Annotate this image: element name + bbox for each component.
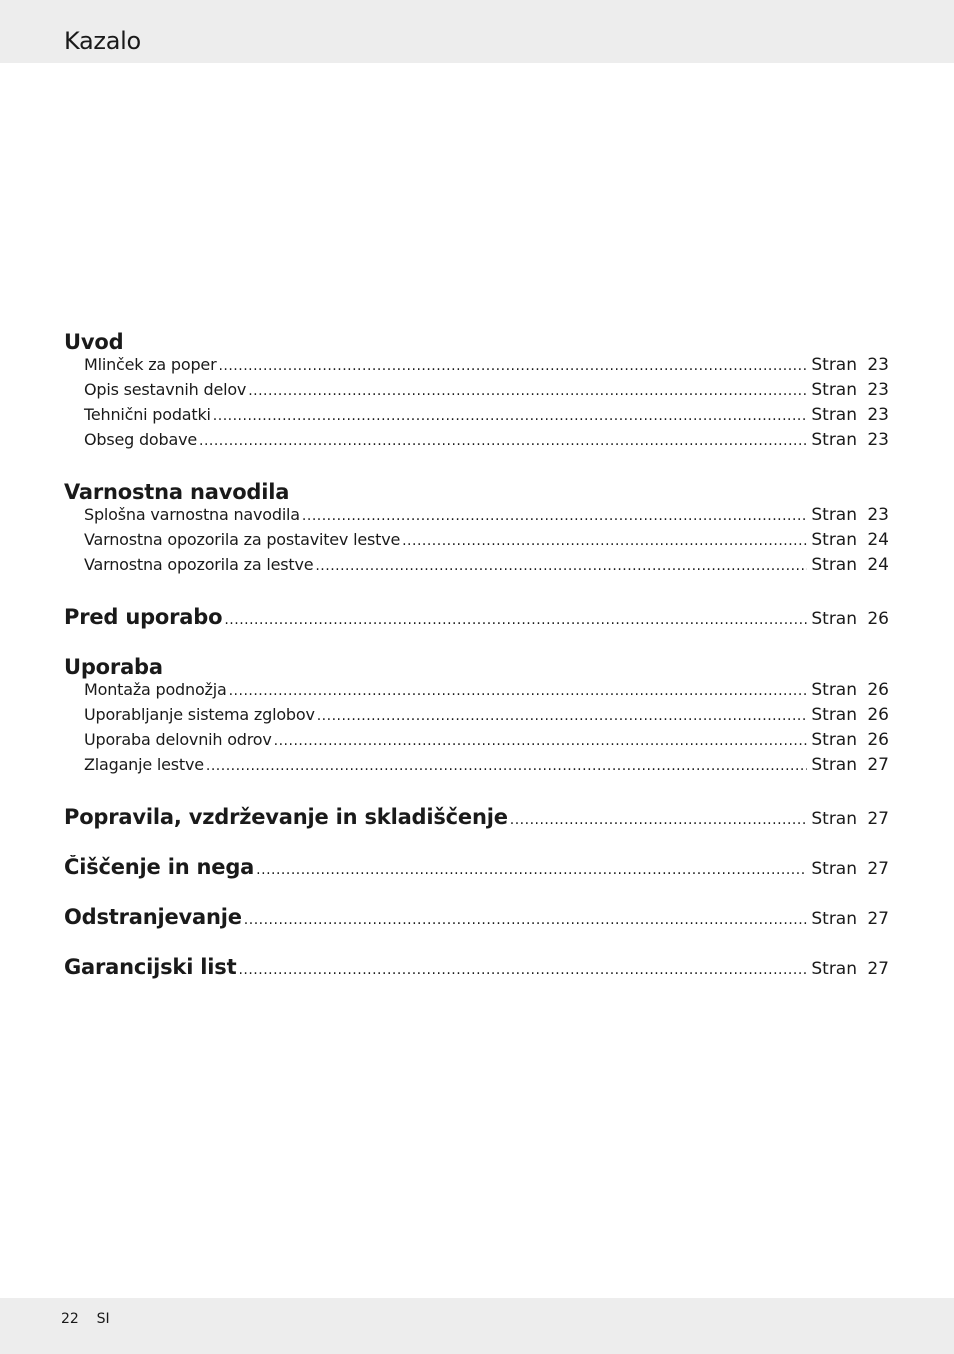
- toc-heading[interactable]: [64, 905, 889, 930]
- dot-leader: [402, 533, 807, 549]
- toc-heading[interactable]: [64, 805, 889, 830]
- toc-entry-title: Uporaba delovnih odrov: [84, 730, 272, 749]
- dot-leader: [229, 683, 808, 699]
- toc-page-ref: [811, 859, 889, 879]
- page-label: Stran: [811, 680, 857, 700]
- toc-heading[interactable]: [64, 855, 889, 880]
- toc-page-ref: [811, 430, 889, 450]
- page-label: Stran: [811, 730, 857, 750]
- toc-entry[interactable]: [64, 530, 889, 555]
- toc-entry[interactable]: [64, 680, 889, 705]
- toc-page-ref: [811, 505, 889, 525]
- toc-entry[interactable]: [64, 730, 889, 755]
- page-number: 23: [867, 505, 889, 525]
- page-title: Kazalo: [64, 27, 141, 55]
- page-label: Stran: [811, 859, 857, 879]
- toc-page-ref: [811, 680, 889, 700]
- footer-page-number: 22: [61, 1311, 79, 1327]
- header-bar: [0, 0, 954, 63]
- toc-page-ref: [811, 730, 889, 750]
- page-label: Stran: [811, 755, 857, 775]
- page-number: 24: [867, 555, 889, 575]
- dot-leader: [317, 708, 808, 724]
- dot-leader: [510, 812, 808, 828]
- footer: [61, 1310, 110, 1328]
- toc-heading[interactable]: [64, 605, 889, 630]
- toc-entry[interactable]: [64, 355, 889, 380]
- dot-leader: [302, 508, 807, 524]
- toc-entry[interactable]: [64, 430, 889, 455]
- toc-heading[interactable]: [64, 330, 889, 355]
- page-label: Stran: [811, 809, 857, 829]
- toc-heading-title: Odstranjevanje: [64, 905, 242, 929]
- toc-page-ref: [811, 555, 889, 575]
- toc-heading[interactable]: [64, 955, 889, 980]
- page-label: Stran: [811, 555, 857, 575]
- dot-leader: [238, 962, 807, 978]
- toc-entry-title: Splošna varnostna navodila: [84, 505, 300, 524]
- toc-heading-title: Uporaba: [64, 655, 163, 679]
- page-label: Stran: [811, 705, 857, 725]
- page-number: 26: [867, 730, 889, 750]
- toc-section: [64, 330, 889, 455]
- toc-heading-title: Varnostna navodila: [64, 480, 290, 504]
- page-number: 23: [867, 405, 889, 425]
- toc-heading-title: Garancijski list: [64, 955, 237, 979]
- toc-section: [64, 605, 889, 630]
- footer-language: SI: [96, 1311, 110, 1327]
- toc-entry[interactable]: [64, 405, 889, 430]
- page-label: Stran: [811, 405, 857, 425]
- toc-page-ref: [811, 530, 889, 550]
- toc-entry[interactable]: [64, 755, 889, 780]
- toc-page-ref: [811, 909, 889, 929]
- page-number: 27: [867, 809, 889, 829]
- dot-leader: [256, 862, 807, 878]
- toc-page-ref: [811, 809, 889, 829]
- toc-section: [64, 480, 889, 580]
- toc-entry-title: Mlinček za poper: [84, 355, 217, 374]
- page-label: Stran: [811, 505, 857, 525]
- toc-entry-title: Uporabljanje sistema zglobov: [84, 705, 315, 724]
- toc-entry-title: Varnostna opozorila za postavitev lestve: [84, 530, 401, 549]
- page-number: 27: [867, 859, 889, 879]
- page-number: 23: [867, 430, 889, 450]
- page-number: 27: [867, 909, 889, 929]
- toc-entry[interactable]: [64, 555, 889, 580]
- dot-leader: [224, 612, 807, 628]
- toc-page-ref: [811, 380, 889, 400]
- toc-heading[interactable]: [64, 655, 889, 680]
- toc-heading-title: Pred uporabo: [64, 605, 223, 629]
- page-label: Stran: [811, 380, 857, 400]
- table-of-contents: [64, 330, 889, 980]
- toc-page-ref: [811, 755, 889, 775]
- toc-entry[interactable]: [64, 705, 889, 730]
- page-number: 27: [867, 755, 889, 775]
- page-number: 27: [867, 959, 889, 979]
- page-label: Stran: [811, 959, 857, 979]
- page-label: Stran: [811, 355, 857, 375]
- toc-heading-title: Popravila, vzdrževanje in skladiščenje: [64, 805, 508, 829]
- toc-page-ref: [811, 705, 889, 725]
- toc-section: [64, 805, 889, 830]
- page-number: 23: [867, 380, 889, 400]
- toc-entry-title: Zlaganje lestve: [84, 755, 204, 774]
- toc-entry[interactable]: [64, 380, 889, 405]
- toc-entry-title: Opis sestavnih delov: [84, 380, 247, 399]
- toc-page-ref: [811, 609, 889, 629]
- dot-leader: [213, 408, 808, 424]
- toc-page-ref: [811, 355, 889, 375]
- toc-page-ref: [811, 405, 889, 425]
- dot-leader: [218, 358, 807, 374]
- page-label: Stran: [811, 609, 857, 629]
- dot-leader: [199, 433, 807, 449]
- toc-entry-title: Obseg dobave: [84, 430, 197, 449]
- toc-entry-title: Montaža podnožja: [84, 680, 227, 699]
- page-label: Stran: [811, 530, 857, 550]
- toc-entry[interactable]: [64, 505, 889, 530]
- page-label: Stran: [811, 430, 857, 450]
- page-number: 26: [867, 680, 889, 700]
- page-number: 23: [867, 355, 889, 375]
- toc-section: [64, 905, 889, 930]
- toc-page-ref: [811, 959, 889, 979]
- toc-heading-title: Uvod: [64, 330, 124, 354]
- dot-leader: [315, 558, 807, 574]
- page-label: Stran: [811, 909, 857, 929]
- dot-leader: [244, 912, 808, 928]
- dot-leader: [274, 733, 808, 749]
- page-number: 24: [867, 530, 889, 550]
- toc-section: [64, 955, 889, 980]
- page-number: 26: [867, 705, 889, 725]
- dot-leader: [248, 383, 807, 399]
- toc-section: [64, 655, 889, 780]
- toc-entry-title: Varnostna opozorila za lestve: [84, 555, 314, 574]
- dot-leader: [206, 758, 807, 774]
- toc-section: [64, 855, 889, 880]
- footer-bar: [0, 1298, 954, 1354]
- toc-entry-title: Tehnični podatki: [84, 405, 211, 424]
- toc-heading-title: Čiščenje in nega: [64, 855, 255, 879]
- page-number: 26: [867, 609, 889, 629]
- toc-heading[interactable]: [64, 480, 889, 505]
